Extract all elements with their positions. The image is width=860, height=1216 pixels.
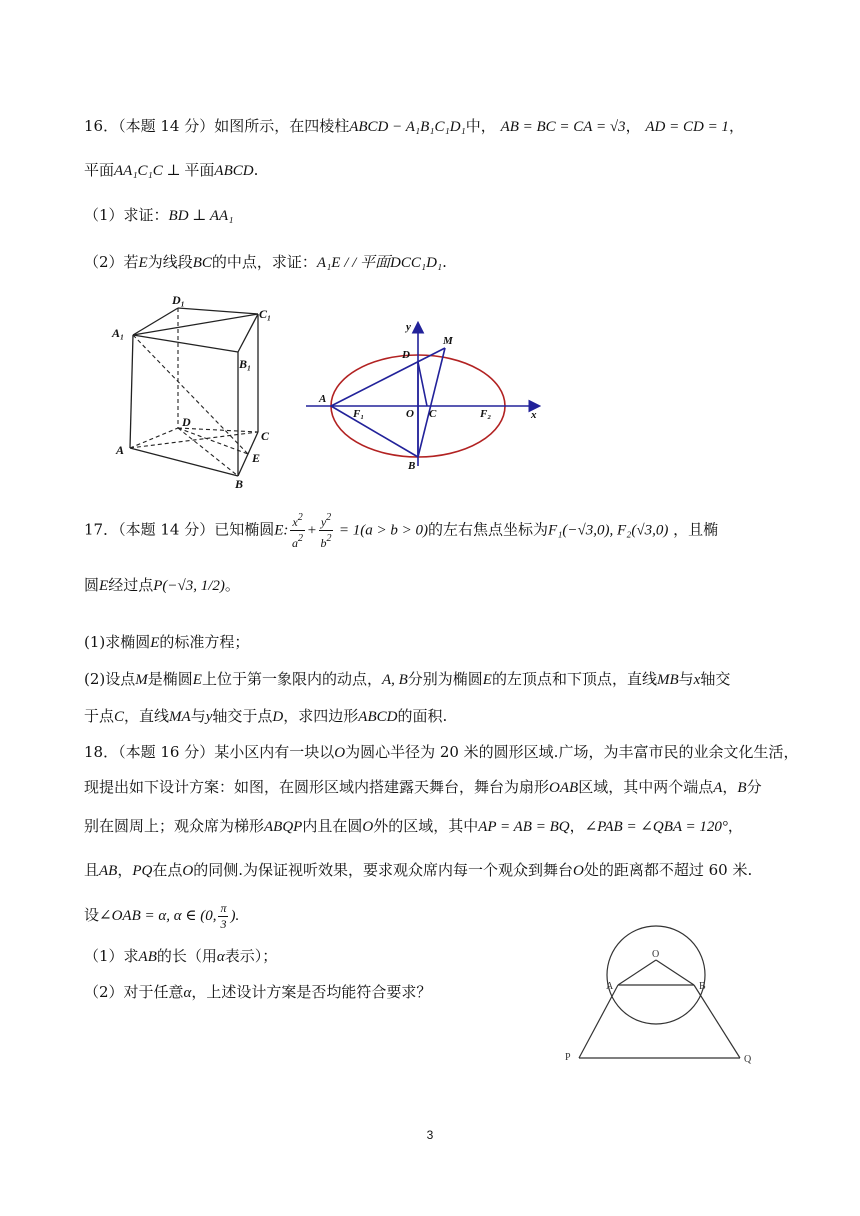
q18-line-3: 别在圆周上；观众席为梯形ABQP内且在圆O外的区域，其中AP = AB = BQ，∠PAB = ∠QBA = 120°， bbox=[84, 817, 743, 835]
frac-x2-a2: $\frac{x^2}{a^2}$ bbox=[292, 512, 304, 550]
label-A: A bbox=[116, 443, 125, 457]
stage-figure bbox=[560, 908, 760, 1068]
q18-line-1: 18．（本题 16 分）某小区内有一块以O为圆心半径为 20 米的圆形区域.广场，为丰富市民的业余文化生活， bbox=[84, 743, 799, 761]
q16-prism-name: ABCD − A₁B₁C₁D₁ bbox=[349, 119, 466, 135]
q16-condition-1: AB = BC = CA = √3 bbox=[500, 119, 626, 135]
q18-line-4: 且AB，PQ在点O的同侧.为保证视听效果，要求观众席内每一个观众到舞台O处的距离都不超过 60 米. bbox=[84, 861, 753, 879]
q18-line-2: 现提出如下设计方案：如图，在圆形区域内搭建露天舞台，舞台为扇形OAB区域，其中两个端点A，B分 bbox=[84, 778, 762, 796]
label-P-stage: P bbox=[565, 1052, 571, 1063]
q16-part-1: （1）求证：BD ⊥ AA₁ bbox=[84, 206, 234, 224]
label-A1: A₁ bbox=[112, 326, 125, 340]
q17-foci: F₁(−√3,0), F₂(√3,0) bbox=[548, 522, 669, 539]
prism-figure bbox=[108, 288, 288, 493]
q17-part-2-line-2: 于点C，直线MA与y轴交于点D，求四边形ABCD的面积. bbox=[84, 707, 448, 725]
label-C: C bbox=[261, 429, 270, 443]
q16-line-2: 平面AA₁C₁C ⊥ 平面ABCD. bbox=[84, 161, 259, 179]
label-E: E bbox=[252, 451, 261, 465]
label-y: y bbox=[406, 321, 411, 333]
frac-pi-3: $\frac{\pi}{3}$ bbox=[220, 900, 227, 931]
label-B-stage: B bbox=[699, 981, 706, 992]
q18-part-2: （2）对于任意α，上述设计方案是否均能符合要求？ bbox=[84, 983, 432, 1001]
label-Q-stage: Q bbox=[744, 1054, 752, 1065]
label-O-stage: O bbox=[652, 949, 660, 960]
label-A-stage: A bbox=[606, 981, 614, 992]
label-O: O bbox=[406, 408, 414, 420]
label-B1: B₁ bbox=[239, 357, 252, 371]
q17-part-2-line-1: (2)设点M是椭圆E上位于第一象限内的动点，A, B分别为椭圆E的左顶点和下顶点，直线MB与x轴交 bbox=[84, 670, 731, 688]
q17-line-1: 17．（本题 14 分）已知椭圆E: $\frac{x^2}{a^2}$ + $\frac{y^2}{b^2}$ = 1(a > b > 0)的左右焦点坐标为F₁(−√3,0), F₂(√3,0) ，且椭 bbox=[84, 512, 719, 550]
page-number: 3 bbox=[426, 1128, 434, 1142]
label-A-ellipse: A bbox=[319, 393, 327, 405]
label-C-ellipse: C bbox=[429, 408, 437, 420]
label-F1: F₁ bbox=[353, 408, 365, 420]
q18-part-1: （1）求AB的长（用α表示）； bbox=[84, 947, 278, 965]
q16-condition-2: AD = CD = 1 bbox=[645, 119, 729, 135]
label-D: D bbox=[182, 415, 191, 429]
q17-part-1: (1)求椭圆E的标准方程； bbox=[84, 633, 250, 651]
q16-line-1: 16．（本题 14 分）如图所示，在四棱柱ABCD − A₁B₁C₁D₁中， AB = BC = CA = √3， AD = CD = 1， bbox=[84, 117, 744, 135]
ellipse-figure bbox=[300, 318, 550, 478]
label-B-ellipse: B bbox=[408, 460, 416, 472]
q16-part-2: （2）若E为线段BC的中点，求证：A₁E / / 平面DCC₁D₁. bbox=[84, 253, 447, 271]
frac-y2-b2: $\frac{y^2}{b^2}$ bbox=[320, 512, 332, 550]
label-B: B bbox=[235, 477, 244, 491]
label-x: x bbox=[531, 409, 537, 421]
label-M: M bbox=[443, 335, 453, 347]
label-F2: F₂ bbox=[480, 408, 492, 420]
q18-line-5: 设∠OAB = α, α ∈ (0, $\frac{\pi}{3}$ ). bbox=[84, 900, 240, 931]
label-C1: C₁ bbox=[259, 307, 272, 321]
q17-point-P: P(−√3, 1/2) bbox=[153, 578, 225, 594]
q17-line-2: 圆E经过点P(−√3, 1/2)。 bbox=[84, 576, 240, 594]
label-D1: D₁ bbox=[172, 293, 185, 307]
label-D-ellipse: D bbox=[402, 349, 410, 361]
